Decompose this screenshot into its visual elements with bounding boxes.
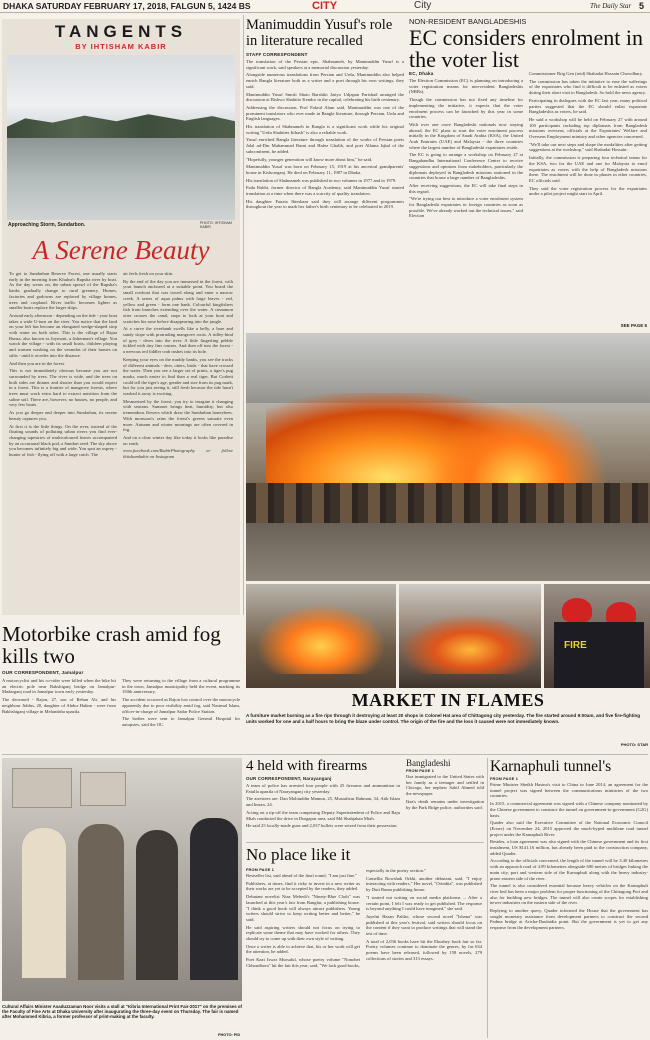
masthead-section-secondary: City — [414, 0, 432, 11]
fire-photo-main — [246, 333, 650, 581]
tangents-col1 — [9, 271, 117, 611]
motorbike-paragraph: They were returning to the village from a cultural programme in the town, Jamalpur municipality held the event, marking its 150th anniversary. — [122, 678, 240, 695]
karnaphuli-paragraph: Quader also said the Executive Committee of the National Economic Council (Ecnec) on November 24, 2015 approved the much-hyped multilane road tunnel project under the Karnaphuli River. — [490, 820, 648, 837]
karnaphuli-paragraph: Prime Minister Sheikh Hasina's visit to China in June 2014, an agreement for the tunnel project was signed between the communications ministries of the two countries. — [490, 782, 648, 799]
ec-headline: EC considers enrolment in the voter list — [409, 25, 644, 72]
tangents-paragraph: By the end of the day you are immersed in the forest, with your launch anchored at a suitable point. You board the small rowboat that was towed along and enter a narrow creek. A series of aqua palms with large leaves - red, yellow and green - form one bank. Colourful kingfishers fish from branches extending over the water. A cinnamon otter crosses the canal, stops to look at your boat and scratches his nose before disappearing into the jungle. — [123, 278, 233, 324]
literature-paragraph: Manimuddin Yusuf was born on February 15, 1919 at his ancestral grandparents' house in Kishoreganj. He died on February 11, 1987 in Dhaka. — [246, 164, 404, 175]
noplace-paragraph: A total of 2,036 books have hit the Ekushey book fair so far. Poetry volumes continue to dominate the genres, by far 634 poems have been released, followed by 158 novels, 279 collections of stories and 313 essays. — [366, 938, 482, 961]
fire-caption-block — [246, 690, 650, 750]
ec-paragraph: Though the commission has not fixed any timeline for implementing the initiative, it expects that the voter enrolment process can be launched by this year in some countries. — [409, 97, 523, 120]
tangents-paragraph: Mesmerised by the forest, you try to imagine it changing with seasons. Summer brings heat, humidity, but also tremendous flowers which draw the Sundarban honeybees. With monsoon's rains the forest's greens saturate even more. Autumn and winter mornings are often covered in fog. — [123, 398, 233, 433]
fire-caption: A furniture market burning as a fire rips through it destroying at least 20 shops in Colonel Hat area of Chittagong city yesterday. The fire started around 9:00am, and five fire-fighting units worked for one and a half hours to bring the blaze under control. The origin of the fire and the loss it caused were not immediately known. — [246, 713, 641, 724]
tangents-paragraph: Around early afternoon - depending on the tide - your boat takes a wide U-turn on the river. You notice that the land on your left has become an elongated wedge-shaped strip with water on both sides. This is the village of Bajua Bunsa, also known as Joymoni, a fisherman's village. You watch the village - with its small boats, children playing and women washing on the verandas of their homes on stilts - until it recedes into the distance. — [9, 312, 117, 358]
bangladeshi-article — [406, 758, 484, 840]
motorbike-byline: OUR CORRESPONDENT, Jamalpur — [2, 670, 84, 675]
ec-paragraph: He said a workshop will be held on February 27 with around 100 participants including top diplomats from Bangladesh missions overseas, officials at the Expatriates' Welfare and Overseas Employment ministry and other agencies concerned. — [529, 116, 647, 140]
masthead — [0, 0, 650, 13]
tangents-paragraph: And on a clear winter day like today it looks like paradise on earth. — [123, 434, 233, 446]
ec-kicker: NON-RESIDENT BANGLADESHIS — [409, 17, 527, 26]
brand-logo: The Daily Star — [590, 2, 632, 10]
noplace-paragraph: Poet Kazi Iswar Mursalul, whose poetry volume "Nonobet Chhondhora" hit the fair this year, said, "We lack good books, — [246, 957, 360, 968]
tangents-photo-credit: PHOTO: IHTISHAM KABIR — [200, 221, 232, 230]
ec-paragraph: Commissioner Brig Gen (retd) Shahadat Hossain Chowdhury. — [529, 71, 643, 76]
literature-paragraph: "Hopefully, younger generation will know more about him," he said. — [246, 156, 373, 162]
literature-article — [246, 15, 404, 327]
masthead-date: DHAKA SATURDAY FEBRUARY 17, 2018, FALGUN 5, 1424 BS — [3, 1, 251, 11]
tangents-box — [2, 15, 240, 615]
section-divider — [2, 754, 648, 755]
firearms-headline: 4 held with firearms — [246, 758, 368, 774]
ec-paragraph: "We'll take our next steps and shape the modalities after getting suggestions at the workshop," said Shahadat Hossain. — [529, 141, 647, 153]
literature-paragraph: Yusuf enriched Bangla literature through translation of the works of Persian poets Jalal ad-Din Muhammad Rumi and Hafez Ghalib, and poet Allama Iqbal of the subcontinent, he added. — [246, 137, 404, 154]
motorbike-paragraph: The bodies were sent to Jamalpur General Hospital for autopsies, said the OC. — [122, 716, 240, 727]
tangents-paragraph: Keeping your eyes on the muddy banks, you see the tracks of different animals - deer, otters, birds - that have crossed the water. Then you see a larger set of prints, a tiger's pug marks, much easier to find than a real tiger. But Corbett could tell the tiger's age, gender and size from its pug mark, but for you just seeing it, still fresh because the tide hasn't washed it away is exciting. — [123, 356, 233, 397]
tangents-title: TANGENTS — [54, 22, 188, 41]
print-fair-caption: Cultural Affairs Minister Asaduzzaman Noor visits a stall at "Kibria International Print Fair-2017" on the premises of the Faculty of Fine Arts at Dhaka University after inaugurating the three-day event on Thursday. The fair is named after Mohammed Kibria, a former professor of print-making at the faculty. — [2, 1004, 243, 1020]
fire-headline: MARKET IN FLAMES — [351, 690, 545, 710]
literature-paragraph: His translation of Shahnameh in Bangla is a significant work while his original writing "Urdu Shahitter Itihash" is also a reliable work. — [246, 124, 404, 135]
tangents-social-link[interactable]: www.facebook.com/IkabirPhotography or follow ihtishamkabir on Instagram — [123, 448, 233, 460]
fire-photo-left — [246, 584, 396, 688]
bangladeshi-paragraph: Ikra immigrated to the United States with her family as a teenager and settled in Chicago, her nephew Sakif Ahmed told the newspaper. — [406, 774, 484, 797]
bangladeshi-paragraph: Ikra's death remains under investigation by the Park Ridge police, authorities said. — [406, 798, 484, 810]
noplace-headline: No place like it — [246, 846, 351, 864]
tangents-paragraph: At first it is the little things. On the river, instead of the floating sounds of polluting urban rivers you find ever-changing tapestries of multicoloured leaves accompanied by an occasional black pod, a Sundari seed. The sky above you becomes infinitely big and wide. You spot an osprey - hunter of fish - flying off with a large catch. The — [9, 423, 117, 458]
ec-continued[interactable]: SEE PAGE 5 — [620, 323, 647, 328]
bangladeshi-headline: Bangladeshi — [406, 758, 451, 768]
karnaphuli-paragraph: According to the officials concerned, the length of the tunnel will be 3.40 kilometres with an approach road of 4.89 kilometres alongside 600 metres of bridges linking the main city, port and western side of the Karnaphuli along with the heavy industry-prone eastern side of the river. — [490, 858, 648, 881]
noplace-paragraph: "I started out writing on social media platforms ... After a certain point, I felt I was ready to get published. The response is beyond anything I could have imagined," she said. — [366, 894, 482, 912]
literature-paragraph: The translation of the Persian epic, Shahnameh, by Manimuddin Yusuf is a significant work, said speakers at a memorial discussion yesterday. — [246, 59, 404, 70]
tangents-paragraph: To get to Sundarban Reserve Forest, one usually starts early in the morning from Khulna's Rupsha river by boat. As the day wears on, the urban sprawl of the Rupsha's banks gradually change to rural greenery. Homes, factories and godowns are replaced by village homes, trees and cropland. River traffic becomes lighter as smaller boats replace the larger ships. — [9, 271, 117, 311]
noplace-paragraph: Debutant novelist Niaz Mehedi's "Ninety-Blue Cloth" was launched at this year's fair from Banglar, a publishing house. "I think a good book will always attract publishers. Young writers should strive to keep writing better and better," he said. — [246, 894, 360, 922]
tangents-paragraph: air feels fresh on your skin. — [123, 271, 174, 276]
karnaphuli-paragraph: The tunnel is also considered essential because heavy vehicles on the Karnaphuli river bed has been a major problem for proper functioning of the Chittagong Port and also for building new bridges. The tunnel will also create scopes for establishing newer industries on the eastern side of the river. — [490, 883, 648, 906]
ec-paragraph: With over one crore Bangladeshi nationals now staying abroad, the EC plans to start the voter enrolment process initially in the Kingdom of Saudi Arabia (KSA), the United Arab Emirates (UAE) and Malaysia - the three countries where the largest number of Bangladeshi expatriates reside. — [409, 121, 523, 150]
tangents-paragraph: And then you are in the forest. — [9, 360, 66, 366]
literature-headline: Manimuddin Yusuf's role in literature recalled — [246, 17, 393, 49]
firearms-paragraph: Acting on a tip-off the team comprising Deputy Superintendent of Police and Raju Miah conducted the drive in Durgapur area, said Md Shahjahan Miah. — [246, 809, 400, 821]
noplace-paragraph: He said aspiring writers should not focus on trying to replicate some theme that may have worked for others. They should try to come up with their own style of writing. — [246, 924, 360, 942]
tangents-paragraph: At a curve the riverbank swells like a belly, a bare and sandy slope with protruding mangrove roots. A ridley-hind of grey - dives into the river. A little fingerling pebble tickled with tiny fins cruises. And then off into the forest - a nervous red fiddler crab rushes into its hole. — [123, 326, 233, 355]
noplace-paragraph: Publishers, at times, find it risky to invest in a new writer as their works are yet to be accepted by the readers, they added. — [246, 880, 360, 892]
motorbike-paragraph: A motorcyclist and his co-rider were killed when the bike hit an electric pole near Bakshiganj bridge on Jamalpur-Madarganj road in Jamalpur town early yesterday. — [2, 678, 116, 695]
literature-paragraph: Addressing the discussion, Prof Fakrul Alam said, Manimuddin was one of the prominent translators who ever made in Bangla literature, through Persian, Urdu and English languages. — [246, 104, 404, 122]
ec-article — [409, 15, 649, 330]
karnaphuli-paragraph: Besides, a loan agreement was also signed with the Chinese government and its first instalment, US $141.16 million, has already been paid to the construction company, added Quader. — [490, 839, 648, 856]
tangents-paragraph: This is not immediately obvious because you are not surrounded by trees. The river is wide, and the trees on both sides are thinner and shorter than you would expect in a forest. This is a frontier of mangrove forests, where trees must work extra hard to extract nutrition from the saline soil. There are, however, no houses, no people, and very few boats. — [9, 368, 117, 408]
tangents-col2 — [123, 271, 233, 611]
karnaphuli-from: FROM PAGE 1 — [490, 777, 519, 781]
firearms-byline: OUR CORRESPONDENT, Narayanganj — [246, 776, 332, 781]
karnaphuli-paragraph: In 2015, a commercial agreement was signed with a Chinese company nominated by the Chinese government to construct the tunnel on government-to-government (G2G) basis. — [490, 801, 648, 818]
motorbike-paragraph: The deceased - Rajon, 27, son of Rehan Ali, and his neighbour Jiddus, 20, daughter of Abdur Hakim - were from Bakhshiganj village in Melandaha upazila. — [2, 697, 116, 714]
literature-paragraph: Fada Rabbi, former director of Bangla Academy, said Manimuddin Yusuf started translation at a time when there was a scarcity of quality translators. — [246, 185, 404, 197]
literature-byline: STAFF CORRESPONDENT — [246, 52, 308, 57]
masthead-section: CITY — [312, 0, 338, 12]
ec-paragraph: "We're trying our best to introduce a voter enrolment system for Bangladeshi expatriates in foreign countries as soon as possible. We've already worked out the technical issues," said Election — [409, 196, 523, 219]
print-fair-photo — [2, 758, 242, 1001]
column-divider — [487, 758, 488, 1038]
literature-paragraph: His translation of Shahnameh was published in two volumes in 1977 and in 1979. — [246, 177, 397, 183]
noplace-paragraph: Camellia Rowshak Orkhi, another debutant, said, "I enjoy interacting with readers," Her novel, "Orindita", was published by Dutt Ruma publishing house. — [366, 875, 482, 893]
karnaphuli-paragraph: Replying to another query, Quader informed the House that the government has sought monetary assistance from development partners to construct the second Padma bridge at Aricha-Daulatdia point. But the government is yet to get any response from the development partners. — [490, 908, 648, 931]
literature-paragraph: His daughter Fauzia Ibtesham said they will arrange different programmes throughout the year to mark her father's birth centenary to be celebrated in 2019. — [246, 198, 404, 210]
ec-paragraph: After receiving suggestions, the EC will take final steps in this regard. — [409, 182, 523, 194]
motorbike-headline: Motorbike crash amid fog kills two — [2, 622, 221, 668]
karnaphuli-headline: Karnaphuli tunnel's — [490, 758, 612, 775]
firearms-article — [246, 758, 400, 840]
ec-dateline: EC, Dhaka — [409, 71, 434, 76]
motorbike-paragraph: The accident occurred as Rajon lost control over the motorcycle apparently due to poor visibility amid fog, said Nasimul Islam, officer-in-charge of Jamalpur Sadar Police Station. — [122, 697, 240, 714]
karnaphuli-article — [490, 758, 648, 1038]
noplace-paragraph: especially in the poetry section." — [366, 868, 426, 873]
column-divider — [243, 15, 244, 615]
fire-credit: PHOTO: STAR — [620, 742, 648, 747]
bangladeshi-from: FROM PAGE 1 — [406, 769, 435, 773]
ec-paragraph: Initially, the commission is preparing four technical teams for the KSA, two for the UAE and one for Malaysia to enrol expatriates as voters with the help of Bangladesh missions there. The enrolment will be done in phases in other countries, EC officials said. — [529, 155, 647, 183]
motorbike-article — [2, 620, 242, 750]
ec-paragraph: Participating in dialogues with the EC last year, many political parties suggested that the EC should enlist expatriate Bangladeshis as voters, he said. — [529, 97, 647, 115]
print-fair-credit: PHOTO: PID — [218, 1033, 241, 1037]
ec-paragraph: The Election Commission (EC) is planning on introducing a voter registration means for non-resident Bangladeshis (NRBs). — [409, 78, 523, 95]
firefighter-jacket-label: FIRE — [564, 640, 587, 651]
noplace-paragraph: Once a writer is able to achieve that, his or her work will get the attention, he added. — [246, 943, 360, 955]
firearms-paragraph: He said 25 locally-made guns and 2,037 bullets were seized from their possession. — [246, 823, 398, 829]
tangents-paragraph: As you go deeper and deeper into Sundarban, its serene beauty captures you. — [9, 410, 117, 421]
tangents-byline: BY IHTISHAM KABIR — [75, 42, 167, 51]
firearms-paragraph: A team of police has arrested four people with 25 firearms and ammunition in Fatulla upazila of Narayanganj city yesterday. — [246, 783, 400, 794]
ec-paragraph: They said the voter registration process for the expatriates under a pilot project might start in April. — [529, 185, 647, 197]
noplace-from: FROM PAGE 1 — [246, 868, 275, 872]
literature-paragraph: Manimuddin Yusuf Smriti Shato Barshiki Jatiyo Udjapan Parishad arranged the discussion at Bishwo Shahitto Kendro in the capital, celebrating his birth centenary. — [246, 91, 404, 103]
ec-paragraph: The EC is going to arrange a workshop on February 27 at Bangabandhu International Conference Center to receive suggestions and opinions from stakeholders, particularly the diplomats deployed in Bangladesh missions stationed in the countries that house a large number of Bangladeshis. — [409, 152, 523, 181]
noplace-paragraph: Bestseller list, said ahead of the final round, "I am just fine." — [246, 873, 358, 878]
noplace-article — [246, 846, 484, 1038]
section-divider — [246, 842, 484, 843]
tangents-photo-caption: Approaching Storm, Sundarbon. — [8, 222, 86, 228]
literature-paragraph: Alongside numerous translations from Persian and Urdu, Manimuddin also helped enrich Bangla literature both as a writer and a poet through his own writings, they said. — [246, 72, 404, 89]
firearms-paragraph: The arrestees are: Dan Mohiuddin Mamun, 25, Mustafizur Rahman, 34, Atik Islam and Imran, 24. — [246, 796, 400, 808]
tangents-headline: A Serene Beauty — [32, 235, 210, 265]
page-number: 5 — [639, 1, 645, 11]
fire-photo-firefighters — [544, 584, 650, 688]
noplace-paragraph: Juyelni Hasan Paltho, whose second novel "Ishana" was published at this year's festival, said writers should focus on the content if they want to produce writings that will stand the test of time. — [366, 913, 482, 937]
ec-paragraph: The commission has taken the initiative to ease the sufferings of the expatriates who find it difficult to be enlisted as voters during their short visit to Bangladesh. So hold the news agency. — [529, 78, 647, 96]
fire-photo-center — [399, 584, 541, 688]
sundarban-photo — [7, 55, 235, 220]
